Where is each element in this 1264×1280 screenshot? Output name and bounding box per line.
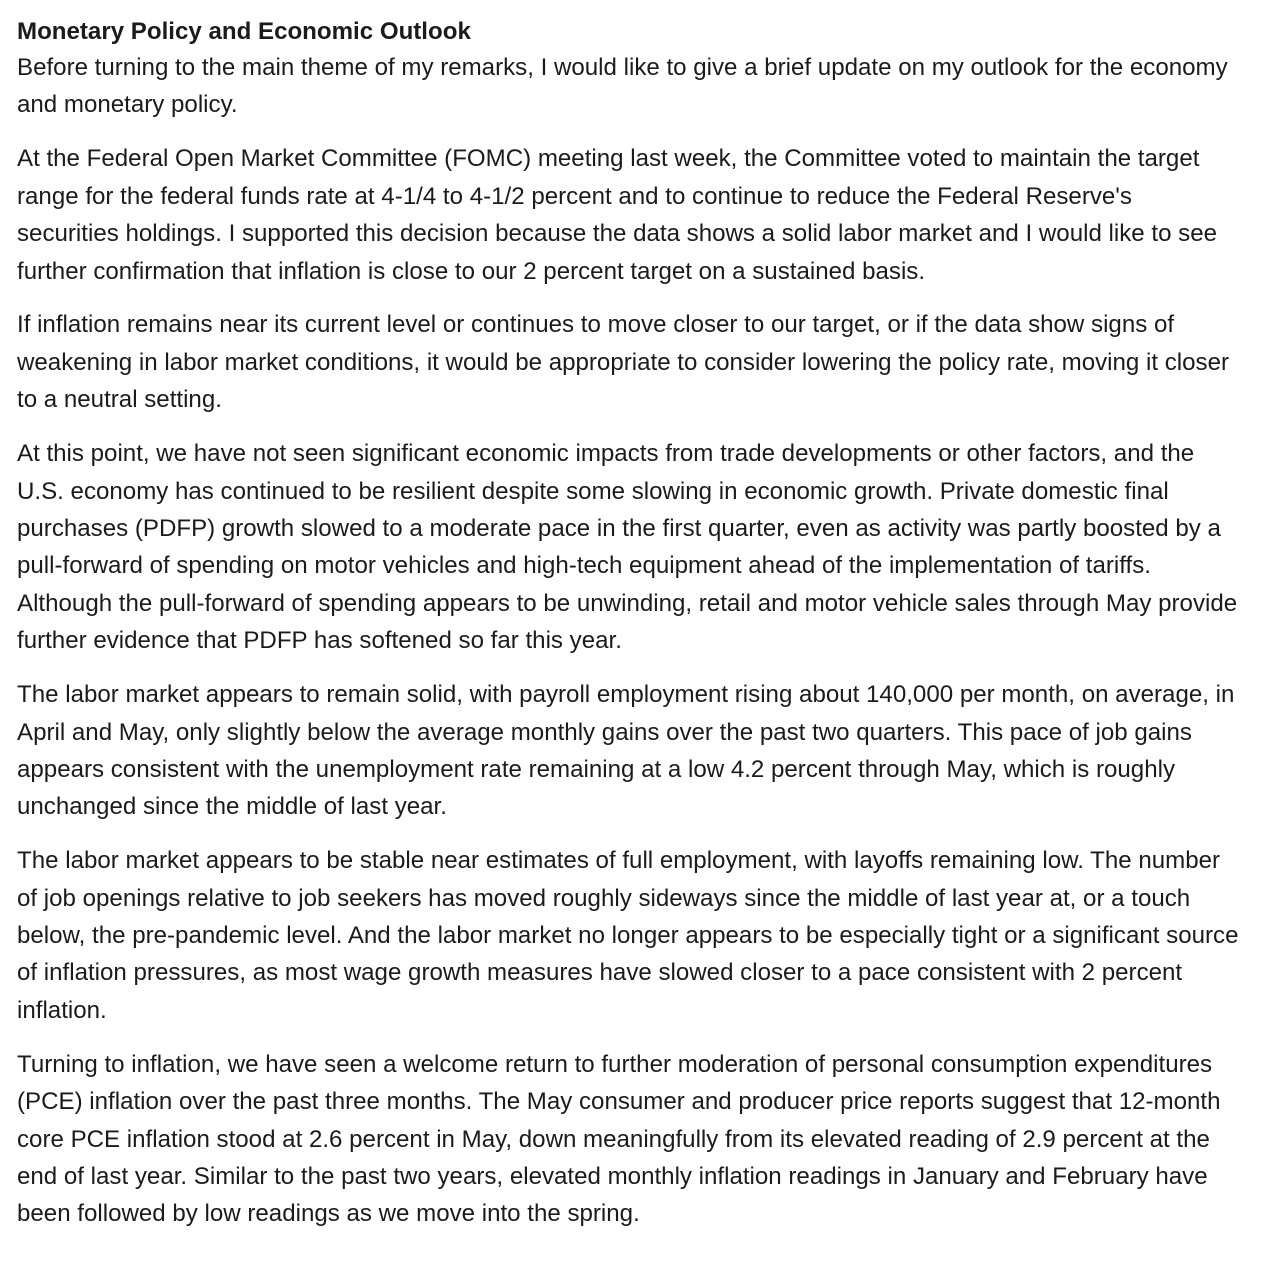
paragraph-labor-market-stable: The labor market appears to be stable near estimates of full employment, with layoffs remaining low. The number of job openings relative to job seekers has moved roughly sideways since the middle of last year at, or a touch below, the pre-pandemic level. And the labor market no longer appears to be especially tight or a significant source of inflation pressures, as most wage growth measures have slowed closer to a pace consistent with 2 percent inflation. [17, 847, 1239, 1024]
paragraph-inflation: Turning to inflation, we have seen a welcome return to further moderation of personal consumption expenditures (PCE) inflation over the past three months. The May consumer and producer price reports suggest that 12-month core PCE inflation stood at 2.6 percent in May, down meaningfully from its elevated reading of 2.9 percent at the end of last year. Similar to the past two years, elevated monthly inflation readings in January and February have been followed by low readings as we move into the spring. [17, 1050, 1221, 1228]
section-title: Monetary Policy and Economic Outlook [17, 18, 471, 45]
paragraph-fomc-decision: At the Federal Open Market Committee (FOMC) meeting last week, the Committee voted to maintain the target range for the federal funds rate at 4-1/4 to 4-1/2 percent and to continue to reduce the Federal Reserve's securities holdings. I supported this decision because the data shows a solid labor market and I would like to see further confirmation that inflation is close to our 2 percent target on a sustained basis. [17, 145, 1218, 285]
paragraph-economic-growth: At this point, we have not seen significant economic impacts from trade developments or other factors, and the U.S. economy has continued to be resilient despite some slowing in economic growth. Private domestic final purchases (PDFP) growth slowed to a moderate pace in the first quarter, even as activity was partly boosted by a pull-forward of spending on motor vehicles and high-tech equipment ahead of the implementation of tariffs. Although the pull-forward of spending appears to be unwinding, retail and motor vehicle sales through May provide further evidence that PDFP has softened so far this year. [17, 440, 1238, 655]
paragraph-policy-outlook: If inflation remains near its current level or continues to move closer to our target, or if the data show signs of weakening in labor market conditions, it would be appropriate to consider lowering the policy rate, moving it closer to a neutral setting. [17, 311, 1230, 414]
paragraph-intro: Before turning to the main theme of my remarks, I would like to give a brief update on my outlook for the economy and monetary policy. [17, 54, 1228, 119]
paragraph-labor-market-solid: The labor market appears to remain solid, with payroll employment rising about 140,000 per month, on average, in April and May, only slightly below the average monthly gains over the past two quarters. This pace of job gains appears consistent with the unemployment rate remaining at a low 4.2 percent through May, which is roughly unchanged since the middle of last year. [17, 681, 1235, 821]
